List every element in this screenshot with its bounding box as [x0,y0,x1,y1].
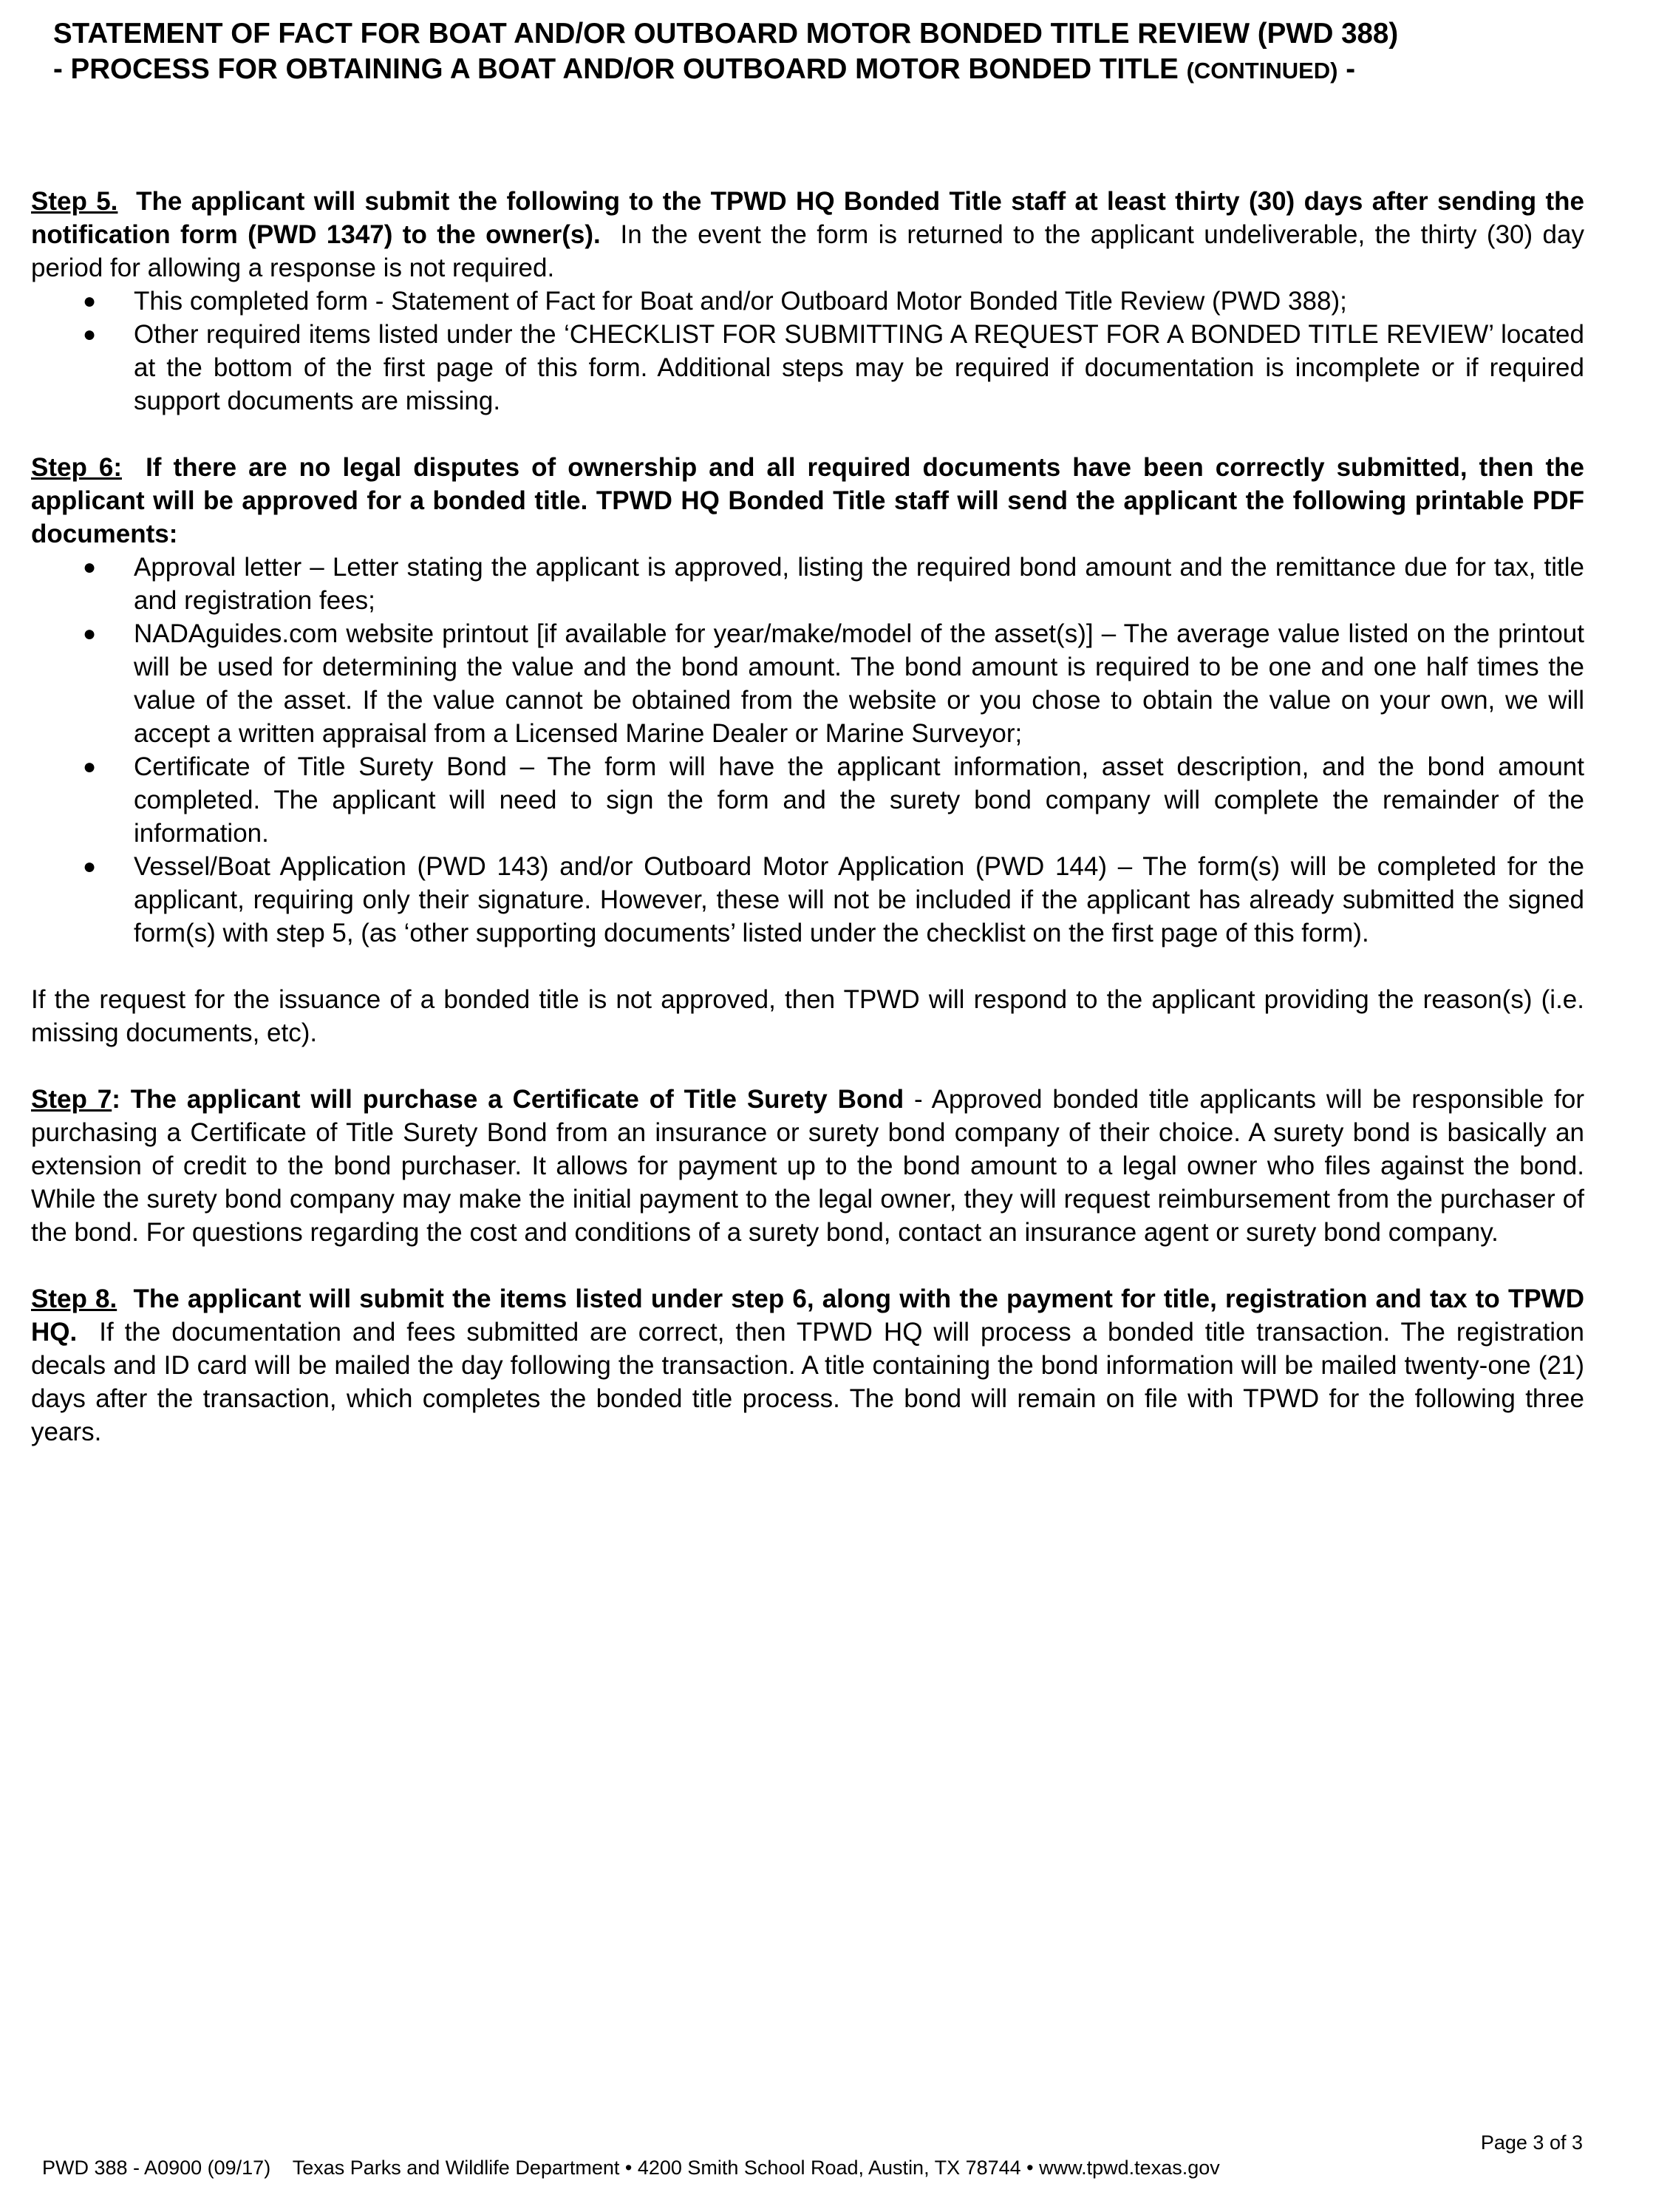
step-6-paragraph [31,451,1584,551]
bullet-icon: ● [83,555,97,579]
step-6-bullet-text: Vessel/Boat Application (PWD 143) and/or Outboard Motor Application (PWD 144) – The form(s) will be completed for the applicant, requiring only their signature. However, these will not be included if the applicant has already submitted the signed form(s) with step 5, (as ‘other supporting documents’ listed under the checklist on the first page of this form). [134,852,1584,947]
footer-form-info: PWD 388 - A0900 (09/17) Texas Parks and Wildlife Department • 4200 Smith School Road, Austin, TX 78744 • www.tpwd.texas.gov [42,2157,1220,2179]
bullet-icon: ● [83,622,97,646]
list-item [31,551,1584,617]
step-7-label: Step 7 [31,1085,112,1114]
step-5-bullet-list [31,285,1584,418]
step-5-bullet-text: This completed form - Statement of Fact for Boat and/or Outboard Motor Bonded Title Review (PWD 388); [134,287,1347,316]
step-5-bold-text: The applicant will submit the following to the TPWD HQ Bonded Title staff at least thirty (30) days after sending the notification form (PWD 1347) to the owner(s). [31,187,1584,249]
step-8-paragraph [31,1282,1584,1449]
step-8-section [31,1282,1584,1449]
step-5-section [31,185,1584,418]
page-number: Page 3 of 3 [1480,2131,1583,2154]
bullet-icon: ● [83,755,97,779]
step-5-text: In the event the form is returned to the applicant undeliverable, the thirty (30) day period for allowing a response is not required. [31,220,1584,282]
step-5-paragraph [31,185,1584,285]
list-item [31,750,1584,850]
bullet-icon: ● [83,854,97,879]
step-5-bullet-text: Other required items listed under the ‘CHECKLIST FOR SUBMITTING A REQUEST FOR A BONDED TITLE REVIEW’ located at the bottom of the first page of this form. Additional steps may be required if documentation is incomplete or if required support documents are missing. [134,320,1584,415]
title-continued: (CONTINUED) [1186,58,1338,84]
step-7-paragraph [31,1083,1584,1249]
step-6-bold-text: If there are no legal disputes of ownership and all required documents have been correctly submitted, then the applicant will be approved for a bonded title. TPWD HQ Bonded Title staff will send the applicant the following printable PDF documents: [31,453,1584,548]
step-6-section [31,451,1584,950]
step-6-label: Step 6: [31,453,122,482]
title-line-2-end: - [1346,53,1356,85]
title-line-1: STATEMENT OF FACT FOR BOAT AND/OR OUTBOARD MOTOR BONDED TITLE REVIEW (PWD 388) [53,18,1399,50]
step-8-label: Step 8. [31,1284,117,1313]
list-item [31,617,1584,750]
list-item [31,850,1584,950]
page-footer [31,2130,1583,2205]
title-line-2-main: - PROCESS FOR OBTAINING A BOAT AND/OR OUTBOARD MOTOR BONDED TITLE [53,53,1179,85]
document-page [31,16,1584,1449]
step-6-bullet-text: Approval letter – Letter stating the applicant is approved, listing the required bond amount and the remittance due for tax, title and registration fees; [134,553,1584,615]
step-7-bold-text: The applicant will purchase a Certificate of Title Surety Bond [130,1085,904,1114]
page-title [53,16,1584,89]
step-7-section [31,1083,1584,1249]
bullet-icon: ● [83,289,97,313]
list-item [31,285,1584,318]
step-8-text: If the documentation and fees submitted are correct, then TPWD HQ will process a bonded title transaction. The registration decals and ID card will be mailed the day following the transaction. A title containing the bond information will be mailed twenty-one (21) days after the transaction, which completes the bonded title process. The bond will remain on file with TPWD for the following three years. [31,1318,1584,1446]
step-5-label: Step 5. [31,187,118,216]
step-8-bold-text: The applicant will submit the items listed under step 6, along with the payment for title, registration and tax to TPWD HQ. [31,1284,1584,1347]
step-7-colon: : [112,1085,120,1114]
step-7-text: - Approved bonded title applicants will be responsible for purchasing a Certificate of Title Surety Bond from an insurance or surety bond company of their choice. A surety bond is basically an extension of credit to the bond purchaser. It allows for payment up to the bond amount to a legal owner who files against the bond. While the surety bond company may make the initial payment to the legal owner, they will request reimbursement from the purchaser of the bond. For questions regarding the cost and conditions of a surety bond, contact an insurance agent or surety bond company. [31,1085,1584,1247]
step-6-bullet-text: Certificate of Title Surety Bond – The form will have the applicant information, asset description, and the bond amount completed. The applicant will need to sign the form and the surety bond company will complete the remainder of the information. [134,752,1584,848]
not-approved-paragraph: If the request for the issuance of a bonded title is not approved, then TPWD will respond to the applicant providing the reason(s) (i.e. missing documents, etc). [31,985,1584,1047]
list-item [31,318,1584,418]
step-6-bullet-list [31,551,1584,950]
title-line-2 [53,52,1584,89]
step-6-bullet-text: NADAguides.com website printout [if available for year/make/model of the asset(s)] – The average value listed on the printout will be used for determining the value and the bond amount. The bond amount is required to be one and one half times the value of the asset. If the value cannot be obtained from the website or you chose to obtain the value on your own, we will accept a written appraisal from a Licensed Marine Dealer or Marine Surveyor; [134,619,1584,748]
bullet-icon: ● [83,322,97,347]
